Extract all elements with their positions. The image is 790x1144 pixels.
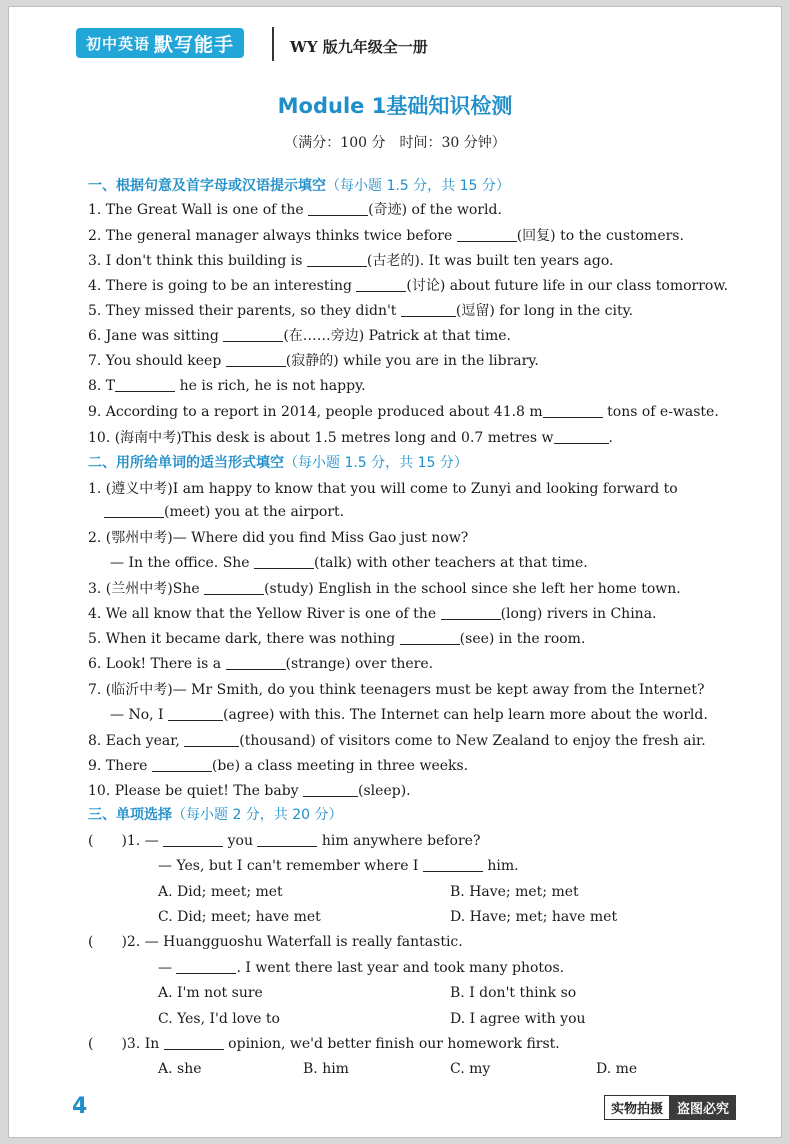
question-1-3: 3. I don't think this building is (古老的). It was built ten years ago. <box>88 253 614 269</box>
answer-blank[interactable] <box>401 302 456 317</box>
answer-blank[interactable] <box>356 277 406 292</box>
option-c[interactable]: C. my <box>450 1061 491 1077</box>
answer-blank[interactable] <box>423 857 483 872</box>
question-1-2: 2. The general manager always thinks twice before (回复) to the customers. <box>88 228 684 244</box>
question-2-2-reply: — In the office. She (talk) with other teachers at that time. <box>110 555 588 571</box>
option-d[interactable]: D. me <box>596 1061 638 1077</box>
answer-blank[interactable] <box>115 377 175 392</box>
option-c[interactable]: C. Yes, I'd love to <box>158 1011 280 1027</box>
answer-blank[interactable] <box>400 630 460 645</box>
question-2-6: 6. Look! There is a (strange) over there. <box>88 656 434 672</box>
answer-blank[interactable] <box>176 959 236 974</box>
answer-blank[interactable] <box>543 403 603 418</box>
question-1-10: 10. (海南中考)This desk is about 1.5 metres long and 0.7 metres w . <box>88 430 613 446</box>
answer-blank[interactable] <box>223 327 283 342</box>
answer-blank[interactable] <box>554 429 609 444</box>
question-2-8: 8. Each year, (thousand) of visitors come to New Zealand to enjoy the fresh air. <box>88 733 706 749</box>
page-title: Module 1基础知识检测 <box>277 94 513 118</box>
question-2-7: 7. (临沂中考)— Mr Smith, do you think teenagers must be kept away from the Internet? <box>88 682 705 698</box>
answer-blank[interactable] <box>308 201 368 216</box>
option-a[interactable]: A. Did; meet; met <box>158 884 283 900</box>
header-divider <box>272 27 274 61</box>
answer-blank[interactable] <box>168 706 223 721</box>
answer-blank[interactable] <box>226 655 286 670</box>
question-2-9: 9. There (be) a class meeting in three weeks. <box>88 758 469 774</box>
question-2-3: 3. (兰州中考)She (study) English in the school since she left her home town. <box>88 581 681 597</box>
question-2-1: 1. (遵义中考)I am happy to know that you will come to Zunyi and looking forward to <box>88 481 678 497</box>
logo-big-text: 默写能手 <box>154 33 235 56</box>
book-title: WY 版九年级全一册 <box>290 38 428 56</box>
mc-question-3: ( )3. In opinion, we'd better finish our homework first. <box>88 1036 560 1052</box>
stamp-real-photo: 实物拍摄 <box>604 1095 670 1120</box>
section-heading-3: 三、单项选择（每小题 2 分，共 20 分） <box>88 807 343 823</box>
question-1-5: 5. They missed their parents, so they didn't (逗留) for long in the city. <box>88 303 634 319</box>
question-2-4: 4. We all know that the Yellow River is one of the (long) rivers in China. <box>88 606 657 622</box>
option-c[interactable]: C. Did; meet; have met <box>158 909 321 925</box>
answer-blank[interactable] <box>184 732 239 747</box>
option-d[interactable]: D. I agree with you <box>450 1011 586 1027</box>
option-d[interactable]: D. Have; met; have met <box>450 909 618 925</box>
option-b[interactable]: B. Have; met; met <box>450 884 579 900</box>
answer-blank[interactable] <box>307 252 367 267</box>
option-b[interactable]: B. I don't think so <box>450 985 577 1001</box>
question-2-2: 2. (鄂州中考)— Where did you find Miss Gao just now? <box>88 530 469 546</box>
question-1-8: 8. T he is rich, he is not happy. <box>88 378 366 394</box>
mc-question-1-line2: — Yes, but I can't remember where I him. <box>158 858 519 874</box>
section-heading-1: 一、根据句意及首字母或汉语提示填空（每小题 1.5 分，共 15 分） <box>88 178 510 194</box>
answer-blank[interactable] <box>226 352 286 367</box>
series-logo <box>76 28 244 58</box>
question-1-1: 1. The Great Wall is one of the (奇迹) of the world. <box>88 202 502 218</box>
answer-blank[interactable] <box>257 832 317 847</box>
answer-blank[interactable] <box>254 554 314 569</box>
question-1-4: 4. There is going to be an interesting (讨论) about future life in our class tomorrow. <box>88 278 729 294</box>
question-2-5: 5. When it became dark, there was nothing (see) in the room. <box>88 631 586 647</box>
answer-blank[interactable] <box>163 832 223 847</box>
option-a[interactable]: A. she <box>158 1061 202 1077</box>
question-1-7: 7. You should keep (寂静的) while you are in the library. <box>88 353 539 369</box>
answer-blank[interactable] <box>204 580 264 595</box>
question-2-1-cont: (meet) you at the airport. <box>104 502 344 522</box>
mc-question-2: ( )2. — Huangguoshu Waterfall is really fantastic. <box>88 934 463 950</box>
section-heading-2: 二、用所给单词的适当形式填空（每小题 1.5 分，共 15 分） <box>88 455 468 471</box>
option-b[interactable]: B. him <box>303 1061 349 1077</box>
answer-blank[interactable] <box>303 782 358 797</box>
question-2-7-reply: — No, I (agree) with this. The Internet can help learn more about the world. <box>110 707 708 723</box>
answer-blank[interactable] <box>457 227 517 242</box>
score-time-info: （满分：100 分 时间：30 分钟） <box>284 135 506 151</box>
stamp-no-copy: 盗图必究 <box>670 1095 736 1120</box>
logo-small-text: 初中英语 <box>86 34 151 53</box>
question-1-6: 6. Jane was sitting (在……旁边) Patrick at that time. <box>88 328 511 344</box>
question-2-10: 10. Please be quiet! The baby (sleep). <box>88 783 411 799</box>
copyright-stamp <box>604 1095 736 1120</box>
option-a[interactable]: A. I'm not sure <box>158 985 263 1001</box>
mc-question-2-line2: — . I went there last year and took many photos. <box>158 960 565 976</box>
answer-blank[interactable] <box>441 605 501 620</box>
answer-blank[interactable] <box>164 1035 224 1050</box>
question-1-9: 9. According to a report in 2014, people produced about 41.8 m tons of e-waste. <box>88 404 719 420</box>
mc-question-1: ( )1. — you him anywhere before? <box>88 833 481 849</box>
answer-blank[interactable] <box>152 757 212 772</box>
page-number: 4 <box>72 1094 88 1119</box>
answer-blank[interactable] <box>104 503 164 518</box>
